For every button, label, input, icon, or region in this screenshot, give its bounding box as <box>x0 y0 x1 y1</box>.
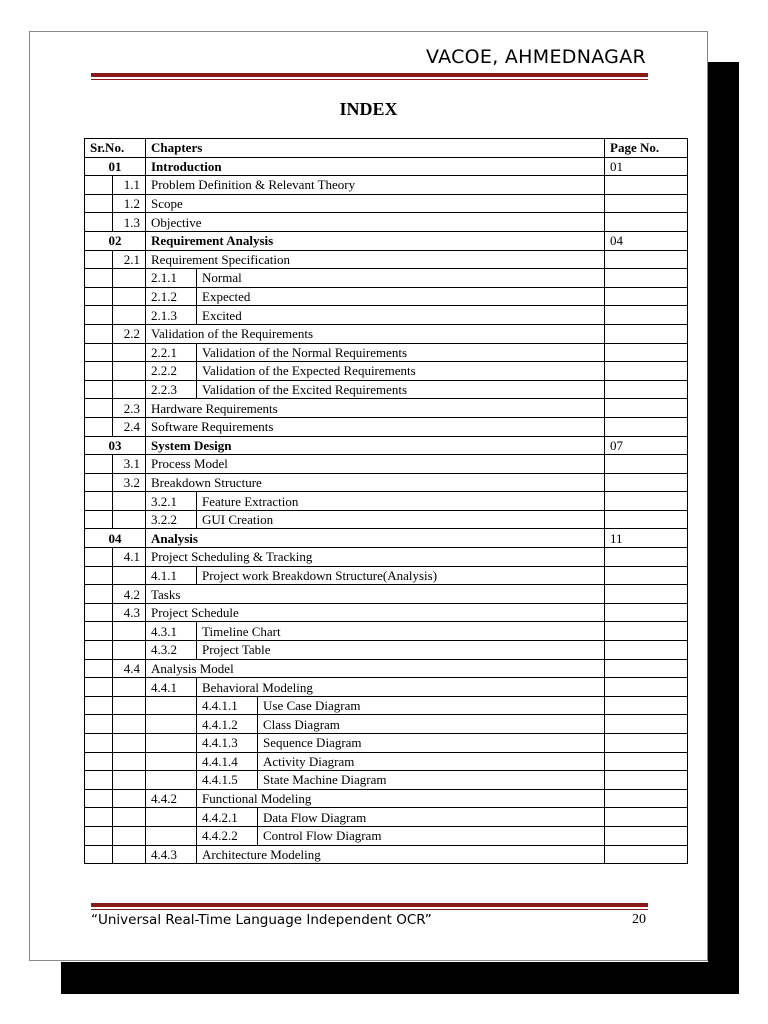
empty-cell <box>113 789 146 808</box>
section-title: Software Requirements <box>146 417 605 436</box>
subsection-title: Validation of the Excited Requirements <box>197 380 605 399</box>
section-title: Breakdown Structure <box>146 473 605 492</box>
section-number: 1.3 <box>113 213 146 232</box>
table-row <box>85 826 688 845</box>
table-row <box>85 362 688 381</box>
subsection-number: 2.2.3 <box>146 380 197 399</box>
section-title: Objective <box>146 213 605 232</box>
table-row <box>85 845 688 864</box>
table-row <box>85 176 688 195</box>
empty-cell <box>85 473 113 492</box>
empty-cell <box>85 324 113 343</box>
chapter-number: 04 <box>85 529 146 548</box>
table-row <box>85 659 688 678</box>
subsection-title: Functional Modeling <box>197 789 605 808</box>
subsection-title: Project Table <box>197 641 605 660</box>
empty-cell <box>85 789 113 808</box>
empty-cell <box>85 771 113 790</box>
empty-cell <box>113 641 146 660</box>
page-number-cell: 07 <box>605 436 688 455</box>
page-number-cell <box>605 641 688 660</box>
section-number: 2.4 <box>113 417 146 436</box>
page-number-cell: 01 <box>605 157 688 176</box>
chapter-number: 03 <box>85 436 146 455</box>
empty-cell <box>113 343 146 362</box>
empty-cell <box>146 715 197 734</box>
empty-cell <box>113 287 146 306</box>
subsection-title: Behavioral Modeling <box>197 678 605 697</box>
page-number-cell <box>605 362 688 381</box>
empty-cell <box>85 213 113 232</box>
chapter-title: Introduction <box>146 157 605 176</box>
subsection-title: Feature Extraction <box>197 492 605 511</box>
empty-cell <box>85 343 113 362</box>
footer-rule <box>91 903 648 910</box>
empty-cell <box>85 417 113 436</box>
subsubsection-number: 4.4.2.2 <box>197 826 258 845</box>
table-row <box>85 585 688 604</box>
subsection-title: GUI Creation <box>197 510 605 529</box>
page-number-cell <box>605 771 688 790</box>
page-number-cell <box>605 678 688 697</box>
page-number-cell: 04 <box>605 231 688 250</box>
page-number-cell <box>605 380 688 399</box>
table-row <box>85 622 688 641</box>
page-number-cell <box>605 399 688 418</box>
empty-cell <box>113 752 146 771</box>
page-number-cell <box>605 343 688 362</box>
table-row <box>85 492 688 511</box>
page-number-cell <box>605 324 688 343</box>
table-row <box>85 269 688 288</box>
subsubsection-title: Use Case Diagram <box>258 696 605 715</box>
empty-cell <box>85 492 113 511</box>
empty-cell <box>85 826 113 845</box>
empty-cell <box>85 752 113 771</box>
subsubsection-number: 4.4.1.2 <box>197 715 258 734</box>
page-number-cell <box>605 715 688 734</box>
page-number-cell <box>605 585 688 604</box>
table-row <box>85 343 688 362</box>
empty-cell <box>113 808 146 827</box>
table-row <box>85 715 688 734</box>
subsubsection-title: Activity Diagram <box>258 752 605 771</box>
table-row <box>85 566 688 585</box>
empty-cell <box>85 362 113 381</box>
subsection-number: 4.1.1 <box>146 566 197 585</box>
page-title: INDEX <box>339 99 398 119</box>
empty-cell <box>85 566 113 585</box>
empty-cell <box>85 696 113 715</box>
empty-cell <box>113 734 146 753</box>
subsection-number: 2.1.2 <box>146 287 197 306</box>
page-number-cell <box>605 826 688 845</box>
subsection-number: 3.2.1 <box>146 492 197 511</box>
table-row <box>85 529 688 548</box>
page-number-cell <box>605 696 688 715</box>
section-title: Requirement Specification <box>146 250 605 269</box>
page-number-cell <box>605 789 688 808</box>
empty-cell <box>85 603 113 622</box>
section-title: Scope <box>146 194 605 213</box>
empty-cell <box>113 269 146 288</box>
section-number: 1.2 <box>113 194 146 213</box>
page-number-cell <box>605 659 688 678</box>
table-row <box>85 287 688 306</box>
empty-cell <box>146 771 197 790</box>
section-title: Hardware Requirements <box>146 399 605 418</box>
empty-cell <box>85 287 113 306</box>
chapter-number: 02 <box>85 231 146 250</box>
empty-cell <box>113 510 146 529</box>
empty-cell <box>85 176 113 195</box>
page-shadow-bottom <box>61 962 739 994</box>
header-institution: VACOE, AHMEDNAGAR <box>426 46 646 68</box>
section-number: 2.1 <box>113 250 146 269</box>
header-rule <box>91 73 648 80</box>
subsubsection-number: 4.4.1.1 <box>197 696 258 715</box>
empty-cell <box>113 622 146 641</box>
page-number-cell <box>605 176 688 195</box>
page-shadow-right <box>708 62 739 994</box>
empty-cell <box>113 492 146 511</box>
table-row <box>85 213 688 232</box>
subsubsection-number: 4.4.1.4 <box>197 752 258 771</box>
page-number-cell: 11 <box>605 529 688 548</box>
empty-cell <box>146 752 197 771</box>
table-row <box>85 380 688 399</box>
section-title: Project Schedule <box>146 603 605 622</box>
page-number-cell <box>605 752 688 771</box>
chapter-title: Analysis <box>146 529 605 548</box>
subsubsection-title: Class Diagram <box>258 715 605 734</box>
empty-cell <box>113 362 146 381</box>
page-number-cell <box>605 455 688 474</box>
section-number: 1.1 <box>113 176 146 195</box>
page-number-cell <box>605 548 688 567</box>
subsection-number: 4.3.2 <box>146 641 197 660</box>
empty-cell <box>113 678 146 697</box>
subsubsection-number: 4.4.1.3 <box>197 734 258 753</box>
subsection-number: 4.4.2 <box>146 789 197 808</box>
section-number: 3.1 <box>113 455 146 474</box>
empty-cell <box>85 510 113 529</box>
subsection-title: Validation of the Normal Requirements <box>197 343 605 362</box>
subsection-title: Architecture Modeling <box>197 845 605 864</box>
table-row <box>85 455 688 474</box>
chapter-number: 01 <box>85 157 146 176</box>
footer-project-title: “Universal Real-Time Language Independent OCR” <box>91 912 432 928</box>
footer-page-number: 20 <box>632 912 646 927</box>
empty-cell <box>85 548 113 567</box>
subsection-number: 3.2.2 <box>146 510 197 529</box>
subsubsection-title: Data Flow Diagram <box>258 808 605 827</box>
empty-cell <box>85 641 113 660</box>
page-number-cell <box>605 492 688 511</box>
section-number: 4.2 <box>113 585 146 604</box>
header-pageno: Page No. <box>605 139 688 158</box>
subsection-title: Expected <box>197 287 605 306</box>
page-number-cell <box>605 213 688 232</box>
table-row <box>85 696 688 715</box>
subsubsection-title: State Machine Diagram <box>258 771 605 790</box>
section-title: Problem Definition & Relevant Theory <box>146 176 605 195</box>
empty-cell <box>85 250 113 269</box>
empty-cell <box>85 306 113 325</box>
table-row <box>85 752 688 771</box>
page-number-cell <box>605 287 688 306</box>
subsection-title: Project work Breakdown Structure(Analysis) <box>197 566 605 585</box>
empty-cell <box>85 845 113 864</box>
empty-cell <box>85 678 113 697</box>
empty-cell <box>113 696 146 715</box>
table-row <box>85 324 688 343</box>
table-row <box>85 510 688 529</box>
subsubsection-number: 4.4.2.1 <box>197 808 258 827</box>
empty-cell <box>85 808 113 827</box>
empty-cell <box>85 622 113 641</box>
empty-cell <box>113 566 146 585</box>
table-row <box>85 194 688 213</box>
section-title: Validation of the Requirements <box>146 324 605 343</box>
subsection-title: Timeline Chart <box>197 622 605 641</box>
page-number-cell <box>605 250 688 269</box>
page-number-cell <box>605 845 688 864</box>
table-row <box>85 250 688 269</box>
empty-cell <box>85 399 113 418</box>
table-row <box>85 231 688 250</box>
table-row <box>85 789 688 808</box>
empty-cell <box>85 380 113 399</box>
section-number: 4.1 <box>113 548 146 567</box>
page-number-cell <box>605 194 688 213</box>
empty-cell <box>146 826 197 845</box>
empty-cell <box>85 585 113 604</box>
table-row <box>85 399 688 418</box>
page-number-cell <box>605 306 688 325</box>
empty-cell <box>113 306 146 325</box>
table-row <box>85 157 688 176</box>
chapter-title: Requirement Analysis <box>146 231 605 250</box>
page-number-cell <box>605 510 688 529</box>
subsection-number: 2.2.1 <box>146 343 197 362</box>
table-header-row <box>85 139 688 158</box>
page-number-cell <box>605 473 688 492</box>
subsection-number: 2.2.2 <box>146 362 197 381</box>
header-chapters: Chapters <box>146 139 605 158</box>
empty-cell <box>85 269 113 288</box>
subsubsection-number: 4.4.1.5 <box>197 771 258 790</box>
table-row <box>85 473 688 492</box>
section-title: Process Model <box>146 455 605 474</box>
page-number-cell <box>605 417 688 436</box>
empty-cell <box>85 455 113 474</box>
chapter-title: System Design <box>146 436 605 455</box>
section-number: 4.4 <box>113 659 146 678</box>
page-number-cell <box>605 269 688 288</box>
document-page <box>29 31 708 961</box>
subsection-number: 4.3.1 <box>146 622 197 641</box>
empty-cell <box>113 845 146 864</box>
empty-cell <box>146 734 197 753</box>
section-number: 4.3 <box>113 603 146 622</box>
empty-cell <box>146 808 197 827</box>
subsubsection-title: Control Flow Diagram <box>258 826 605 845</box>
section-title: Project Scheduling & Tracking <box>146 548 605 567</box>
empty-cell <box>113 715 146 734</box>
empty-cell <box>113 771 146 790</box>
subsection-number: 4.4.3 <box>146 845 197 864</box>
empty-cell <box>85 734 113 753</box>
empty-cell <box>85 715 113 734</box>
table-row <box>85 641 688 660</box>
page-number-cell <box>605 566 688 585</box>
index-table <box>84 138 688 864</box>
table-row <box>85 678 688 697</box>
subsection-number: 4.4.1 <box>146 678 197 697</box>
table-row <box>85 306 688 325</box>
section-title: Tasks <box>146 585 605 604</box>
subsection-title: Normal <box>197 269 605 288</box>
subsection-number: 2.1.1 <box>146 269 197 288</box>
page-number-cell <box>605 622 688 641</box>
subsection-title: Excited <box>197 306 605 325</box>
page-number-cell <box>605 603 688 622</box>
page-number-cell <box>605 808 688 827</box>
table-row <box>85 436 688 455</box>
table-row <box>85 603 688 622</box>
table-row <box>85 417 688 436</box>
empty-cell <box>113 380 146 399</box>
subsection-number: 2.1.3 <box>146 306 197 325</box>
empty-cell <box>85 194 113 213</box>
table-row <box>85 734 688 753</box>
empty-cell <box>146 696 197 715</box>
page-number-cell <box>605 734 688 753</box>
empty-cell <box>85 659 113 678</box>
section-number: 2.2 <box>113 324 146 343</box>
section-number: 3.2 <box>113 473 146 492</box>
table-row <box>85 771 688 790</box>
empty-cell <box>113 826 146 845</box>
section-title: Analysis Model <box>146 659 605 678</box>
table-row <box>85 808 688 827</box>
section-number: 2.3 <box>113 399 146 418</box>
header-srno: Sr.No. <box>85 139 146 158</box>
subsection-title: Validation of the Expected Requirements <box>197 362 605 381</box>
subsubsection-title: Sequence Diagram <box>258 734 605 753</box>
table-row <box>85 548 688 567</box>
